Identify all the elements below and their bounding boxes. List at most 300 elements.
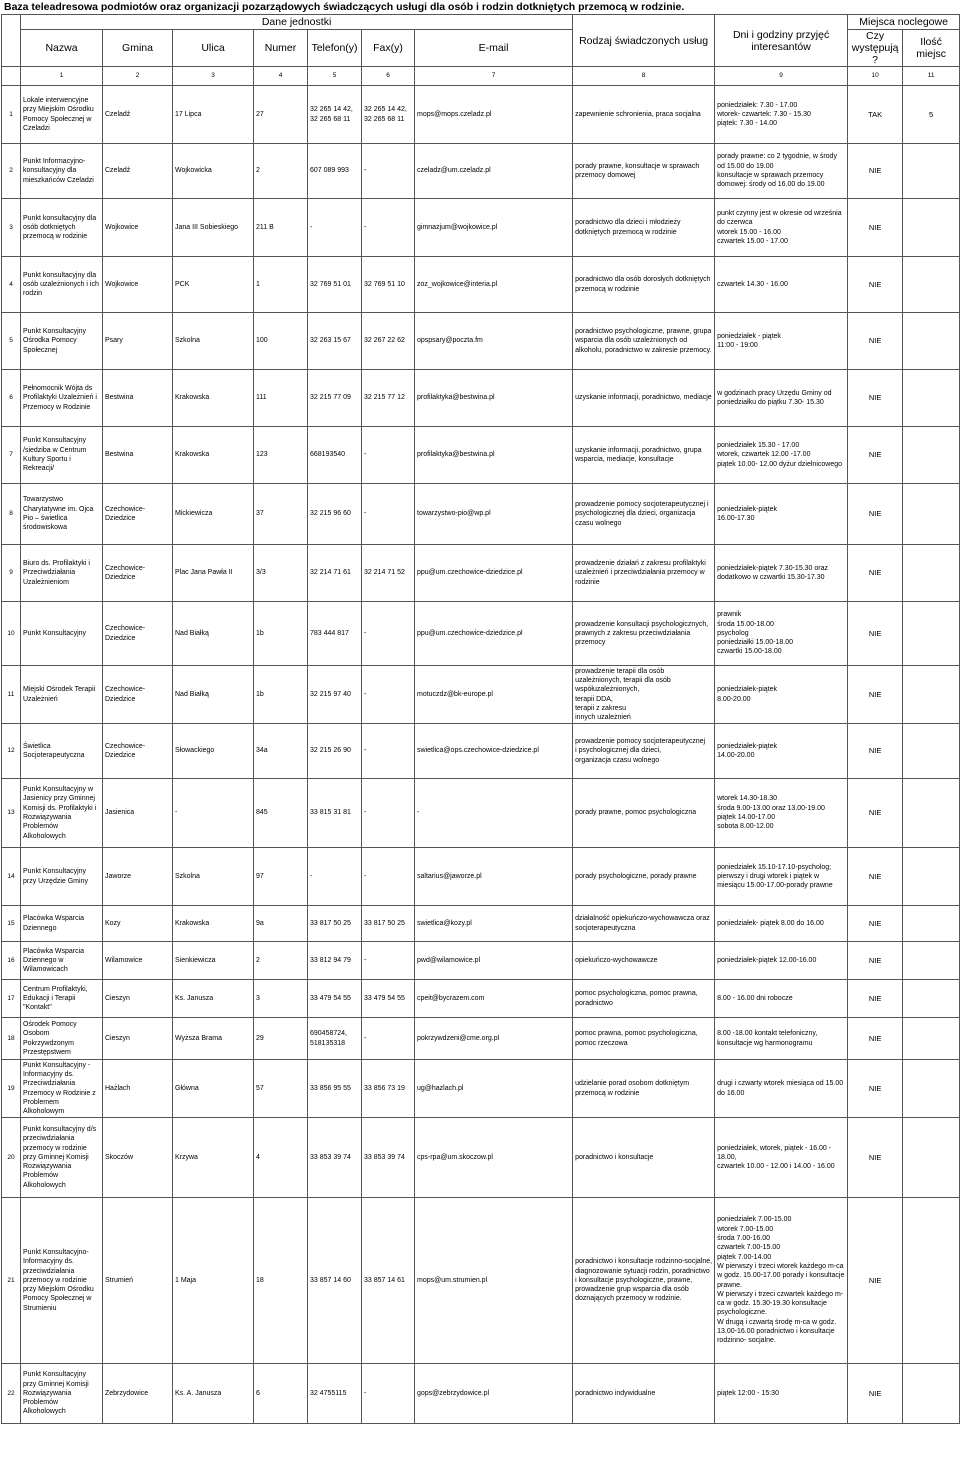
- cell-nazwa: Punkt konsultacyjny d/s przeciwdziałania przemocy w rodzinie przy Gminnej Komisji Rozwiązywania Problemów Alkoholowych: [21, 1118, 103, 1198]
- directory-table: [1, 14, 960, 1424]
- cell-ilosc: [903, 779, 960, 848]
- cell-telefon: 33 812 94 79: [308, 942, 362, 980]
- table-row: [2, 484, 960, 545]
- cell-rodzaj: prowadzenie konsultacji psychologicznych, prawnych z zakresu przeciwdziałania przemocy: [573, 602, 715, 666]
- cell-gmina: Wilamowice: [103, 942, 173, 980]
- cell-email: pokrzywdzeni@cme.org.pl: [415, 1018, 573, 1060]
- cell-czy: NIE: [848, 370, 903, 427]
- cell-rodzaj: poradnictwo dla dzieci i młodzieży dotkniętych przemocą w rodzinie: [573, 199, 715, 257]
- column-number: 8: [573, 67, 715, 86]
- table-row: [2, 370, 960, 427]
- cell-ilosc: [903, 257, 960, 313]
- cell-nazwa: Punkt Konsultacyjny w Jasienicy przy Gminnej Komisji ds. Profilaktyki i Rozwiązywania Problemów Alkoholowych: [21, 779, 103, 848]
- cell-gmina: Cieszyn: [103, 1018, 173, 1060]
- table-row: [2, 1198, 960, 1364]
- table-row: [2, 144, 960, 199]
- header-gmina: Gmina: [103, 30, 173, 67]
- cell-fax: 32 215 77 12: [362, 370, 415, 427]
- cell-ilosc: [903, 144, 960, 199]
- cell-fax: -: [362, 1364, 415, 1424]
- cell-numer: 2: [254, 942, 308, 980]
- header-rodzaj: Rodzaj świadczonych usług: [573, 15, 715, 67]
- cell-ulica: Słowackiego: [173, 724, 254, 779]
- cell-lp: 11: [2, 666, 21, 724]
- cell-ilosc: [903, 980, 960, 1018]
- table-row: [2, 942, 960, 980]
- cell-gmina: Czechowice-Dziedzice: [103, 484, 173, 545]
- header-nazwa: Nazwa: [21, 30, 103, 67]
- column-number: 10: [848, 67, 903, 86]
- cell-ulica: Nad Białką: [173, 602, 254, 666]
- cell-nazwa: Placówka Wsparcia Dziennego w Wilamowicach: [21, 942, 103, 980]
- cell-nazwa: Centrum Profilaktyki, Edukacji i Terapii "Kontakt": [21, 980, 103, 1018]
- cell-telefon: -: [308, 848, 362, 906]
- cell-lp: 7: [2, 427, 21, 484]
- cell-ulica: Ks. A. Janusza: [173, 1364, 254, 1424]
- cell-fax: -: [362, 427, 415, 484]
- cell-ulica: Szkolna: [173, 848, 254, 906]
- cell-rodzaj: uzyskanie informacji, poradnictwo, mediacje: [573, 370, 715, 427]
- table-row: [2, 1118, 960, 1198]
- cell-ulica: -: [173, 779, 254, 848]
- cell-telefon: 668193540: [308, 427, 362, 484]
- cell-email: cpeit@bycrazem.com: [415, 980, 573, 1018]
- cell-ulica: Plac Jana Pawła II: [173, 545, 254, 602]
- cell-dni: w godzinach pracy Urzędu Gminy od poniedziałku do piątku 7.30- 15.30: [715, 370, 848, 427]
- cell-telefon: 32 215 77 09: [308, 370, 362, 427]
- header-dni: Dni i godziny przyjęć interesantów: [715, 15, 848, 67]
- cell-dni: poniedziałek, wtorek, piątek - 16.00 - 18.00, czwartek 10.00 - 12.00 i 14.00 - 16.00: [715, 1118, 848, 1198]
- cell-nazwa: Punkt Konsultacyjno-Informacyjny ds. przeciwdziałania przemocy w rodzinie przy Miejskim Ośrodku Pomocy Społecznej w Strumieniu: [21, 1198, 103, 1364]
- cell-gmina: Bestwina: [103, 370, 173, 427]
- cell-numer: 27: [254, 86, 308, 144]
- cell-fax: -: [362, 144, 415, 199]
- cell-dni: drugi i czwarty wtorek miesiąca od 15.00 do 16.00: [715, 1060, 848, 1118]
- cell-fax: 32 267 22 62: [362, 313, 415, 370]
- cell-czy: NIE: [848, 980, 903, 1018]
- cell-rodzaj: udzielanie porad osobom dotkniętym przemocą w rodzinie: [573, 1060, 715, 1118]
- lp-header: [2, 15, 21, 67]
- cell-ulica: Główna: [173, 1060, 254, 1118]
- cell-dni: poniedziałek - piątek 11:00 - 19:00: [715, 313, 848, 370]
- cell-lp: 14: [2, 848, 21, 906]
- column-number: 2: [103, 67, 173, 86]
- cell-fax: 32 214 71 52: [362, 545, 415, 602]
- cell-numer: 6: [254, 1364, 308, 1424]
- cell-nazwa: Punkt Konsultacyjny - Informacyjny ds. Przeciwdziałania Przemocy w Rodzinie z Problemem Alkoholowym: [21, 1060, 103, 1118]
- cell-telefon: 32 215 96 60: [308, 484, 362, 545]
- cell-rodzaj: porady psychologiczne, porady prawne: [573, 848, 715, 906]
- cell-telefon: -: [308, 199, 362, 257]
- cell-czy: NIE: [848, 1118, 903, 1198]
- cell-numer: 211 B: [254, 199, 308, 257]
- cell-gmina: Czechowice-Dziedzice: [103, 724, 173, 779]
- cell-rodzaj: prowadzenie terapii dla osób uzależnionych, terapii dla osób współuzależnionych, terapii DDA, terapii z zakresu innych uzależnień: [573, 666, 715, 724]
- cell-gmina: Kozy: [103, 906, 173, 942]
- cell-lp: 5: [2, 313, 21, 370]
- cell-nazwa: Punkt Konsultacyjny przy Gminnej Komisji Rozwiązywania Problemów Alkoholowych: [21, 1364, 103, 1424]
- table-row: [2, 980, 960, 1018]
- cell-lp: 12: [2, 724, 21, 779]
- cell-rodzaj: poradnictwo psychologiczne, prawne, grupa wsparcia dla osób uzależnionych od alkoholu, poradnictwo w zakresie przemocy.: [573, 313, 715, 370]
- cell-email: ppu@um.czechowice-dziedzice.pl: [415, 545, 573, 602]
- cell-email: cps-rpa@um.skoczow.pl: [415, 1118, 573, 1198]
- cell-gmina: Czechowice-Dziedzice: [103, 602, 173, 666]
- cell-fax: -: [362, 666, 415, 724]
- cell-lp: 3: [2, 199, 21, 257]
- document-title: Baza teleadresowa podmiotów oraz organizacji pozarządowych świadczących usługi dla osób i rodzin dotkniętych przemocą w rodzinie.: [4, 1, 685, 13]
- cell-nazwa: Punkt Konsultacyjny: [21, 602, 103, 666]
- table-row: [2, 848, 960, 906]
- cell-fax: -: [362, 199, 415, 257]
- cell-dni: prawnik środa 15.00-18.00 psycholog poniedziałki 15.00-18.00 czwartki 15.00-18.00: [715, 602, 848, 666]
- cell-fax: 33 479 54 55: [362, 980, 415, 1018]
- table-row: [2, 427, 960, 484]
- cell-email: czeladz@um.czeladz.pl: [415, 144, 573, 199]
- cell-email: profilaktyka@bestwina.pl: [415, 427, 573, 484]
- cell-lp: 15: [2, 906, 21, 942]
- column-number: 1: [21, 67, 103, 86]
- cell-fax: -: [362, 724, 415, 779]
- cell-gmina: Czechowice-Dziedzice: [103, 666, 173, 724]
- cell-numer: 111: [254, 370, 308, 427]
- cell-telefon: 33 853 39 74: [308, 1118, 362, 1198]
- lp-number-cell: [2, 67, 21, 86]
- cell-lp: 22: [2, 1364, 21, 1424]
- header-numer: Numer: [254, 30, 308, 67]
- cell-numer: 2: [254, 144, 308, 199]
- cell-gmina: Jaworze: [103, 848, 173, 906]
- cell-telefon: 32 214 71 61: [308, 545, 362, 602]
- cell-czy: NIE: [848, 942, 903, 980]
- cell-gmina: Wojkowice: [103, 199, 173, 257]
- cell-lp: 18: [2, 1018, 21, 1060]
- cell-ilosc: [903, 1364, 960, 1424]
- cell-email: gops@zebrzydowice.pl: [415, 1364, 573, 1424]
- cell-fax: 33 817 50 25: [362, 906, 415, 942]
- cell-numer: 57: [254, 1060, 308, 1118]
- cell-rodzaj: prowadzenie pomocy socjoterapeutycznej i psychologicznej dla dzieci, organizacja czasu wolnego: [573, 484, 715, 545]
- cell-numer: 4: [254, 1118, 308, 1198]
- cell-numer: 9a: [254, 906, 308, 942]
- cell-lp: 10: [2, 602, 21, 666]
- table-row: [2, 86, 960, 144]
- cell-dni: wtorek 14.30-18.30 środa 9.00-13.00 oraz 13.00-19.00 piątek 14.00-17.00 sobota 8.00-12.00: [715, 779, 848, 848]
- cell-telefon: 33 815 31 81: [308, 779, 362, 848]
- cell-czy: NIE: [848, 257, 903, 313]
- cell-czy: NIE: [848, 666, 903, 724]
- cell-email: swietlica@ops.czechowice-dziedzice.pl: [415, 724, 573, 779]
- table-row: [2, 666, 960, 724]
- cell-numer: 100: [254, 313, 308, 370]
- cell-ilosc: [903, 1060, 960, 1118]
- cell-telefon: 32 215 26 90: [308, 724, 362, 779]
- cell-ulica: Krzywa: [173, 1118, 254, 1198]
- cell-rodzaj: poradnictwo dla osób dorosłych dotkniętych przemocą w rodzinie: [573, 257, 715, 313]
- cell-email: gimnazjum@wojkowice.pl: [415, 199, 573, 257]
- cell-dni: poniedziałek-piątek 8.00-20.00: [715, 666, 848, 724]
- cell-telefon: 33 857 14 60: [308, 1198, 362, 1364]
- cell-lp: 17: [2, 980, 21, 1018]
- cell-ilosc: [903, 313, 960, 370]
- cell-numer: 18: [254, 1198, 308, 1364]
- cell-telefon: 690458724, 518135318: [308, 1018, 362, 1060]
- cell-nazwa: Punkt Konsultacyjny Ośrodka Pomocy Społecznej: [21, 313, 103, 370]
- header-czy: Czy występują ?: [848, 30, 903, 67]
- cell-telefon: 32 4755115: [308, 1364, 362, 1424]
- column-number: 9: [715, 67, 848, 86]
- cell-dni: poniedziałek- piątek 8.00 do 16.00: [715, 906, 848, 942]
- cell-dni: piątek 12:00 - 15:30: [715, 1364, 848, 1424]
- cell-ulica: Nad Białką: [173, 666, 254, 724]
- cell-numer: 1b: [254, 602, 308, 666]
- column-number-row: [2, 67, 960, 86]
- table-row: [2, 257, 960, 313]
- cell-nazwa: Punkt konsultacyjny dla osób dotkniętych przemocą w rodzinie: [21, 199, 103, 257]
- cell-numer: 97: [254, 848, 308, 906]
- cell-fax: 33 853 39 74: [362, 1118, 415, 1198]
- header-fax: Fax(y): [362, 30, 415, 67]
- cell-dni: poniedziałek-piątek 16.00-17.30: [715, 484, 848, 545]
- cell-telefon: 32 263 15 67: [308, 313, 362, 370]
- cell-email: pwd@wilamowice.pl: [415, 942, 573, 980]
- cell-dni: 8.00 - 16.00 dni robocze: [715, 980, 848, 1018]
- cell-nazwa: Ośrodek Pomocy Osobom Pokrzywdzonym Przestępstwem: [21, 1018, 103, 1060]
- group-header-miejsca: Miejsca noclegowe: [848, 15, 960, 30]
- cell-rodzaj: poradnictwo i konsultacje: [573, 1118, 715, 1198]
- cell-gmina: Psary: [103, 313, 173, 370]
- cell-ilosc: [903, 427, 960, 484]
- cell-telefon: 32 215 97 40: [308, 666, 362, 724]
- cell-fax: 33 856 73 19: [362, 1060, 415, 1118]
- cell-fax: 33 857 14 61: [362, 1198, 415, 1364]
- cell-dni: poniedziałek 7.00-15.00 wtorek 7.00-15.00 środa 7.00-16.00 czwartek 7.00-15.00 piątek 7.00-14.00 W pierwszy i trzeci wtorek każdego m-ca w godz. 15.00-17.00 porady i konsultacje prawne. W pierwszy i trzeci czwartek każdego m-ca w godz. 15.30-19.30 konsultacje psychologiczne. W drugą i czwartą środę m-ca w godz. 13.00-16.00 poradnictwo i konsultacje rodzinno- socjalne.: [715, 1198, 848, 1364]
- cell-numer: 123: [254, 427, 308, 484]
- cell-email: motuczdz@bk-europe.pl: [415, 666, 573, 724]
- cell-lp: 9: [2, 545, 21, 602]
- column-number: 5: [308, 67, 362, 86]
- cell-email: saltarius@jaworze.pl: [415, 848, 573, 906]
- cell-fax: -: [362, 602, 415, 666]
- cell-nazwa: Świetlica Socjoterapeutyczna: [21, 724, 103, 779]
- cell-nazwa: Pełnomocnik Wójta ds Profilaktyki Uzależnień i Przemocy w Rodzinie: [21, 370, 103, 427]
- cell-telefon: 33 817 50 25: [308, 906, 362, 942]
- cell-nazwa: Punkt Informacyjno-konsultacyjny dla mieszkańców Czeladzi: [21, 144, 103, 199]
- header-ulica: Ulica: [173, 30, 254, 67]
- column-number: 7: [415, 67, 573, 86]
- cell-lp: 21: [2, 1198, 21, 1364]
- table-row: [2, 602, 960, 666]
- cell-ilosc: 5: [903, 86, 960, 144]
- cell-rodzaj: porady prawne, pomoc psychologiczna: [573, 779, 715, 848]
- table-body: [2, 86, 960, 1424]
- cell-nazwa: Placówka Wsparcia Dziennego: [21, 906, 103, 942]
- cell-nazwa: Towarzystwo Charytatywne im. Ojca Pio – świetlica środowiskowa: [21, 484, 103, 545]
- cell-ulica: Wojkowicka: [173, 144, 254, 199]
- table-row: [2, 1060, 960, 1118]
- table-row: [2, 313, 960, 370]
- cell-ulica: Mickiewicza: [173, 484, 254, 545]
- cell-gmina: Hażlach: [103, 1060, 173, 1118]
- cell-ilosc: [903, 545, 960, 602]
- column-number: 6: [362, 67, 415, 86]
- cell-dni: 8.00 -18.00 kontakt telefoniczny, konsultacje wg harmonogramu: [715, 1018, 848, 1060]
- cell-lp: 2: [2, 144, 21, 199]
- cell-rodzaj: prowadzenie działań z zakresu profilaktyki uzależnień i przeciwdziałania przemocy w rodzinie: [573, 545, 715, 602]
- cell-email: ug@hazlach.pl: [415, 1060, 573, 1118]
- cell-ulica: Ks. Janusza: [173, 980, 254, 1018]
- cell-ulica: Krakowska: [173, 370, 254, 427]
- cell-ulica: Jana III Sobieskiego: [173, 199, 254, 257]
- cell-rodzaj: poradnictwo indywidualne: [573, 1364, 715, 1424]
- cell-numer: 34a: [254, 724, 308, 779]
- table-row: [2, 1364, 960, 1424]
- cell-dni: poniedziałek 15.30 - 17.00 wtorek, czwartek 12.00 -17.00 piątek 10.00- 12.00 dyżur dzielnicowego: [715, 427, 848, 484]
- cell-ilosc: [903, 1118, 960, 1198]
- cell-lp: 8: [2, 484, 21, 545]
- cell-rodzaj: poradnictwo i konsultacje rodzinno-socjalne, diagnozowanie sytuacji rodzin, poradnictwo i konsultacje psychologiczne, prawne, prowadzenie grup wsparcia dla osób doznających przemocy w rodzinie.: [573, 1198, 715, 1364]
- table-row: [2, 779, 960, 848]
- table-row: [2, 724, 960, 779]
- cell-rodzaj: działalność opiekuńczo-wychowawcza oraz socjoterapeutyczna: [573, 906, 715, 942]
- cell-czy: TAK: [848, 86, 903, 144]
- cell-numer: 3: [254, 980, 308, 1018]
- column-number: 4: [254, 67, 308, 86]
- cell-ilosc: [903, 1018, 960, 1060]
- cell-telefon: 607 089 993: [308, 144, 362, 199]
- cell-telefon: 33 856 95 55: [308, 1060, 362, 1118]
- cell-email: mops@mops.czeladz.pl: [415, 86, 573, 144]
- cell-rodzaj: uzyskanie informacji, poradnictwo, grupa wsparcia, mediacje, konsultacje: [573, 427, 715, 484]
- cell-telefon: 32 265 14 42, 32 265 68 11: [308, 86, 362, 144]
- cell-ilosc: [903, 1198, 960, 1364]
- cell-czy: NIE: [848, 313, 903, 370]
- cell-rodzaj: porady prawne, konsultacje w sprawach przemocy domowej: [573, 144, 715, 199]
- cell-rodzaj: opiekuńczo-wychowawcze: [573, 942, 715, 980]
- cell-ulica: Sienkiewicza: [173, 942, 254, 980]
- cell-email: swietlica@kozy.pl: [415, 906, 573, 942]
- cell-ilosc: [903, 848, 960, 906]
- cell-fax: -: [362, 942, 415, 980]
- cell-fax: 32 769 51 10: [362, 257, 415, 313]
- cell-lp: 19: [2, 1060, 21, 1118]
- cell-lp: 6: [2, 370, 21, 427]
- cell-ilosc: [903, 906, 960, 942]
- cell-gmina: Czeladź: [103, 144, 173, 199]
- cell-telefon: 33 479 54 55: [308, 980, 362, 1018]
- cell-ulica: 17 Lipca: [173, 86, 254, 144]
- cell-email: zoz_wojkowice@interia.pl: [415, 257, 573, 313]
- cell-gmina: Strumień: [103, 1198, 173, 1364]
- cell-gmina: Wojkowice: [103, 257, 173, 313]
- header-telefon: Telefon(y): [308, 30, 362, 67]
- cell-dni: punkt czynny jest w okresie od września do czerwca wtorek 15.00 - 16.00 czwartek 15.00 - 17.00: [715, 199, 848, 257]
- cell-nazwa: Miejski Ośrodek Terapii Uzależnień: [21, 666, 103, 724]
- cell-numer: 3/3: [254, 545, 308, 602]
- cell-nazwa: Punkt Konsultacyjny przy Urzędzie Gminy: [21, 848, 103, 906]
- cell-rodzaj: pomoc psychologiczna, pomoc prawna, poradnictwo: [573, 980, 715, 1018]
- cell-dni: poniedziałek 15.10-17.10-psycholog; pierwszy i drugi wtorek i piątek w miesiącu 15.00-17.00-porady prawne: [715, 848, 848, 906]
- cell-email: profilaktyka@bestwina.pl: [415, 370, 573, 427]
- cell-czy: NIE: [848, 1364, 903, 1424]
- cell-gmina: Skoczów: [103, 1118, 173, 1198]
- cell-email: -: [415, 779, 573, 848]
- cell-ulica: 1 Maja: [173, 1198, 254, 1364]
- cell-ilosc: [903, 199, 960, 257]
- cell-fax: -: [362, 1018, 415, 1060]
- cell-ulica: Wyższa Brama: [173, 1018, 254, 1060]
- cell-gmina: Jasienica: [103, 779, 173, 848]
- cell-fax: -: [362, 779, 415, 848]
- cell-email: mops@um.strumien.pl: [415, 1198, 573, 1364]
- cell-czy: NIE: [848, 724, 903, 779]
- cell-email: ppu@um.czechowice-dziedzice.pl: [415, 602, 573, 666]
- cell-numer: 1: [254, 257, 308, 313]
- cell-dni: poniedziałek: 7.30 - 17.00 wtorek- czwartek: 7.30 - 15.30 piątek: 7.30 - 14.00: [715, 86, 848, 144]
- cell-rodzaj: pomoc prawna, pomoc psychologiczna, pomoc rzeczowa: [573, 1018, 715, 1060]
- cell-numer: 29: [254, 1018, 308, 1060]
- cell-czy: NIE: [848, 906, 903, 942]
- cell-ulica: Krakowska: [173, 906, 254, 942]
- cell-numer: 845: [254, 779, 308, 848]
- cell-czy: NIE: [848, 144, 903, 199]
- cell-czy: NIE: [848, 545, 903, 602]
- column-number: 3: [173, 67, 254, 86]
- cell-ilosc: [903, 484, 960, 545]
- cell-telefon: 783 444 817: [308, 602, 362, 666]
- header-ilosc: Ilość miejsc: [903, 30, 960, 67]
- cell-ulica: Szkolna: [173, 313, 254, 370]
- cell-czy: NIE: [848, 779, 903, 848]
- cell-ilosc: [903, 666, 960, 724]
- cell-nazwa: Punkt Konsultacyjny /siedziba w Centrum Kultury Sportu i Rekreacji/: [21, 427, 103, 484]
- cell-ilosc: [903, 942, 960, 980]
- cell-lp: 4: [2, 257, 21, 313]
- cell-ilosc: [903, 724, 960, 779]
- header-email: E-mail: [415, 30, 573, 67]
- table-row: [2, 545, 960, 602]
- cell-nazwa: Biuro ds. Profilaktyki i Przeciwdziałania Uzależnieniom: [21, 545, 103, 602]
- cell-gmina: Cieszyn: [103, 980, 173, 1018]
- column-number: 11: [903, 67, 960, 86]
- cell-lp: 16: [2, 942, 21, 980]
- cell-rodzaj: zapewnienie schronienia, praca socjalna: [573, 86, 715, 144]
- cell-lp: 20: [2, 1118, 21, 1198]
- cell-czy: NIE: [848, 484, 903, 545]
- cell-dni: czwartek 14.30 - 16.00: [715, 257, 848, 313]
- cell-lp: 1: [2, 86, 21, 144]
- cell-ilosc: [903, 602, 960, 666]
- cell-email: towarzystwo-pio@wp.pl: [415, 484, 573, 545]
- cell-numer: 37: [254, 484, 308, 545]
- cell-czy: NIE: [848, 848, 903, 906]
- cell-czy: NIE: [848, 199, 903, 257]
- cell-rodzaj: prowadzenie pomocy socjoterapeutycznej i psychologicznej dla dzieci, organizacja czasu wolnego: [573, 724, 715, 779]
- group-header-dane: Dane jednostki: [21, 15, 573, 30]
- cell-czy: NIE: [848, 1198, 903, 1364]
- cell-email: opspsary@poczta.fm: [415, 313, 573, 370]
- cell-numer: 1b: [254, 666, 308, 724]
- cell-czy: NIE: [848, 1018, 903, 1060]
- cell-gmina: Zebrzydowice: [103, 1364, 173, 1424]
- cell-telefon: 32 769 51 01: [308, 257, 362, 313]
- cell-dni: poniedziałek-piątek 12.00-16.00: [715, 942, 848, 980]
- cell-dni: porady prawne: co 2 tygodnie, w środy od 15.00 do 19.00 konsultacje w sprawach przemocy domowej: środy od 16.00 do 19.00: [715, 144, 848, 199]
- cell-fax: 32 265 14 42, 32 265 68 11: [362, 86, 415, 144]
- cell-gmina: Czechowice-Dziedzice: [103, 545, 173, 602]
- cell-lp: 13: [2, 779, 21, 848]
- cell-fax: -: [362, 848, 415, 906]
